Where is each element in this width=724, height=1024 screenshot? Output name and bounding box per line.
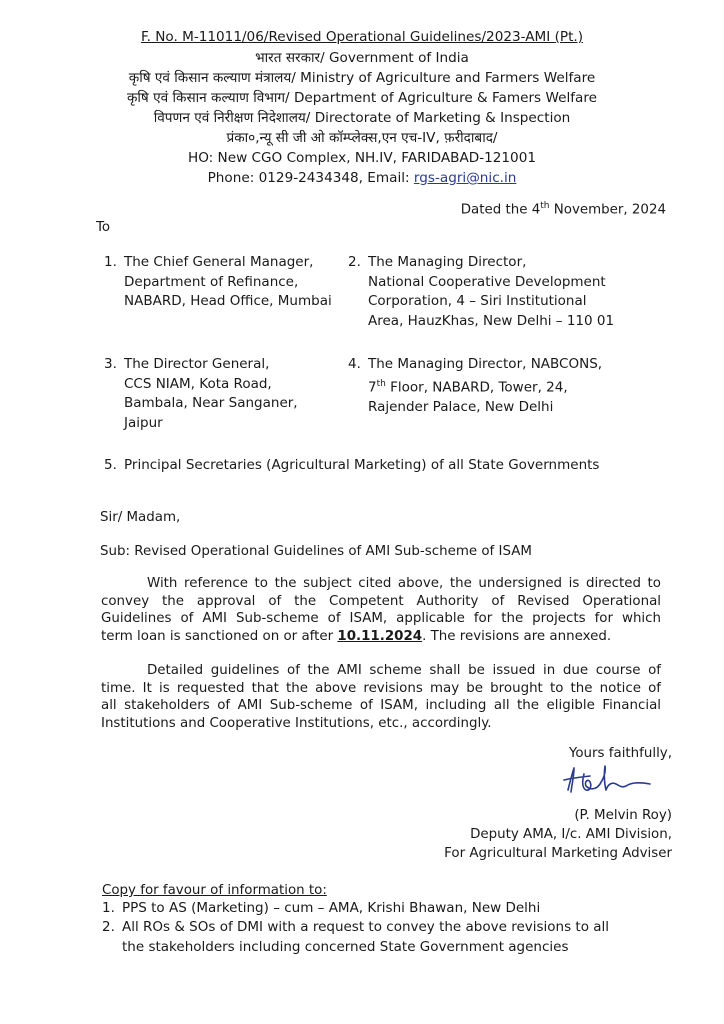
addressee-3 [104, 355, 298, 433]
paragraph-1 [101, 575, 661, 645]
paragraph-text: term loan is sanctioned on or after [101, 628, 338, 644]
date-sup: th [540, 201, 550, 211]
signatory-designation: Deputy AMA, I/c. AMI Division, [470, 827, 672, 842]
department-line: कृषि एवं किसान कल्याण विभाग/ Department of Agriculture & Famers Welfare [126, 90, 598, 106]
government-line: भारत सरकार/ Government of India [255, 50, 469, 66]
addressee-1-line: Department of Refinance, [124, 273, 299, 290]
copy-item-1 [102, 899, 540, 919]
office-hindi-line: प्रंका०,न्यू सी जी ओ कॉम्प्लेक्स,एन एच-IV, फ़रीदाबाद/ [226, 130, 498, 146]
addressee-5-number: 5. [104, 457, 117, 473]
copy-item-2 [102, 918, 609, 957]
contact-line [0, 169, 724, 187]
directorate-line: विपणन एवं निरीक्षण निदेशालय/ Directorate of Marketing & Inspection [153, 110, 571, 126]
floor-sup: th [376, 378, 386, 389]
copy-item-number: 1. [102, 900, 115, 916]
addressee-1 [104, 253, 332, 312]
paragraph-line: convey the approval of the Competent Authority of Revised Operational [101, 593, 661, 609]
salutation: Sir/ Madam, [100, 510, 181, 525]
addressee-1-number: 1. [104, 254, 117, 270]
addressee-4-number: 4. [348, 356, 361, 372]
addressee-3-line: CCS NIAM, Kota Road, [124, 375, 272, 392]
addressee-1-line: The Chief General Manager, [124, 254, 314, 270]
addressee-2-line: Area, HauzKhas, New Delhi – 110 01 [368, 312, 615, 329]
addressee-4-line [348, 375, 602, 398]
subject-line: Sub: Revised Operational Guidelines of AMI Sub-scheme of ISAM [100, 544, 532, 559]
to-label: To [96, 220, 111, 235]
paragraph-line [101, 628, 661, 646]
copy-item-number: 2. [102, 919, 115, 935]
addressee-1-line: NABARD, Head Office, Mumbai [124, 293, 332, 309]
addressee-2-number: 2. [348, 254, 361, 270]
handwritten-signature [560, 760, 680, 800]
date-suffix: November, 2024 [549, 202, 666, 218]
addressee-3-line: Bambala, Near Sanganer, [124, 395, 298, 411]
closing: Yours faithfully, [568, 746, 672, 761]
copy-item-text: the stakeholders including concerned State Government agencies [122, 938, 569, 955]
copy-item-text: PPS to AS (Marketing) – cum – AMA, Krishi Bhawan, New Delhi [122, 900, 541, 916]
paragraph-line: all stakeholders of AMI Sub-scheme of ISAM, including all the eligible Financial [101, 698, 661, 713]
addressee-2-line: The Managing Director, [368, 254, 527, 270]
paragraph-line: Guidelines of AMI Sub-scheme of ISAM, applicable for the projects for which [101, 611, 661, 626]
paragraph-line: time. It is requested that the above revisions may be brought to the notice of [101, 680, 661, 696]
addressee-5 [104, 456, 599, 476]
addressee-2 [348, 253, 614, 331]
letter-date [461, 197, 666, 220]
effective-date: 10.11.2024 [337, 628, 423, 644]
signatory-for: For Agricultural Marketing Adviser [444, 846, 672, 861]
paragraph-2 [101, 662, 661, 732]
addressee-4-line: The Managing Director, NABCONS, [368, 356, 603, 372]
copy-item-text: All ROs & SOs of DMI with a request to convey the above revisions to all [122, 919, 610, 935]
addressee-2-line: National Cooperative Development [368, 273, 606, 290]
addressee-3-line: The Director General, [124, 356, 270, 372]
email-link[interactable]: rgs-agri@nic.in [413, 170, 517, 186]
addressee-2-line: Corporation, 4 – Siri Institutional [368, 293, 587, 309]
addressee-4-line: Rajender Palace, New Delhi [368, 398, 554, 415]
office-address: HO: New CGO Complex, NH.IV, FARIDABAD-121001 [187, 150, 537, 166]
addressee-3-number: 3. [104, 356, 117, 372]
date-prefix: Dated the 4 [460, 202, 541, 218]
ministry-line: कृषि एवं किसान कल्याण मंत्रालय/ Ministry of Agriculture and Farmers Welfare [128, 70, 596, 86]
paragraph-line: With reference to the subject cited above, the undersigned is directed to [147, 576, 661, 591]
paragraph-line: Institutions and Cooperative Institutions, etc., accordingly. [101, 715, 492, 731]
phone-label: Phone: 0129-2434348, Email: [207, 170, 414, 186]
paragraph-text: . The revisions are annexed. [422, 628, 612, 644]
signatory-name: (P. Melvin Roy) [574, 808, 672, 823]
addressee-3-line: Jaipur [124, 414, 163, 431]
addressee-4 [348, 355, 602, 417]
file-number: F. No. M-11011/06/Revised Operational Guidelines/2023-AMI (Pt.) [140, 29, 584, 45]
floor-rest: Floor, NABARD, Tower, 24, [385, 379, 568, 395]
paragraph-line: Detailed guidelines of the AMI scheme shall be issued in due course of [147, 663, 661, 678]
copy-heading: Copy for favour of information to: [102, 883, 327, 898]
floor-number: 7 [368, 379, 377, 395]
addressee-5-text: Principal Secretaries (Agricultural Marketing) of all State Governments [124, 457, 600, 473]
